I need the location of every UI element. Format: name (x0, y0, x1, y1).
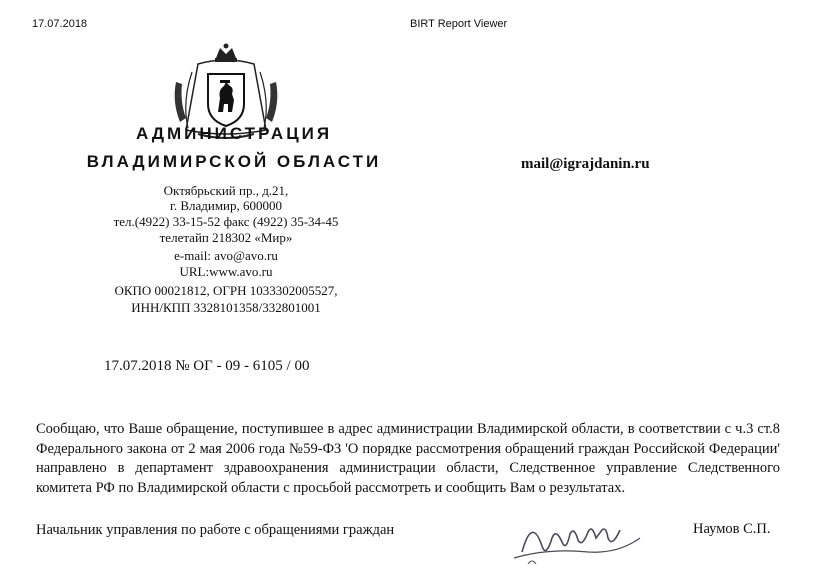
url-line: URL:www.avo.ru (179, 264, 273, 279)
okpo-line: ОКПО 00021812, ОГРН 1033302005527, (114, 283, 338, 298)
recipient-email: mail@igrajdanin.ru (521, 156, 650, 172)
viewer-title: BIRT Report Viewer (410, 18, 508, 30)
print-date: 17.07.2018 (32, 18, 88, 30)
signer-name: Наумов С.П. (693, 521, 771, 537)
org-name-line1: АДМИНИСТРАЦИЯ (135, 124, 333, 143)
signer-title: Начальник управления по работе с обращениями граждан (36, 522, 395, 538)
org-name-line2: ВЛАДИМИРСКОЙ ОБЛАСТИ (86, 152, 382, 171)
handwritten-signature-icon (508, 508, 648, 570)
address-line: г. Владимир, 600000 (169, 198, 283, 213)
phone-line: тел.(4922) 33-15-52 факс (4922) 35-34-45 (113, 214, 339, 229)
address-line: Октябрьский пр., д.21, (163, 183, 289, 198)
letter-body: Сообщаю, что Ваше обращение, поступившее в адрес администрации Владимирской области, в соответствии с ч.3 ст.8 Федерального закона от 2 мая 2006 года №59-ФЗ 'О порядке рассмотрения обращений граждан Российской Федерации' направлено в департамент здравоохранения администрации области, Следственное управление Следственного комитета РФ по Владимирской области с просьбой рассмотреть и сообщить Вам о результатах. (36, 421, 780, 496)
inn-line: ИНН/КПП 3328101358/332801001 (131, 300, 321, 315)
teletype-line: телетайп 218302 «Мир» (159, 230, 293, 245)
registration-number: 17.07.2018 № ОГ - 09 - 6105 / 00 (104, 358, 310, 374)
email-line: e-mail: avo@avo.ru (174, 248, 278, 263)
